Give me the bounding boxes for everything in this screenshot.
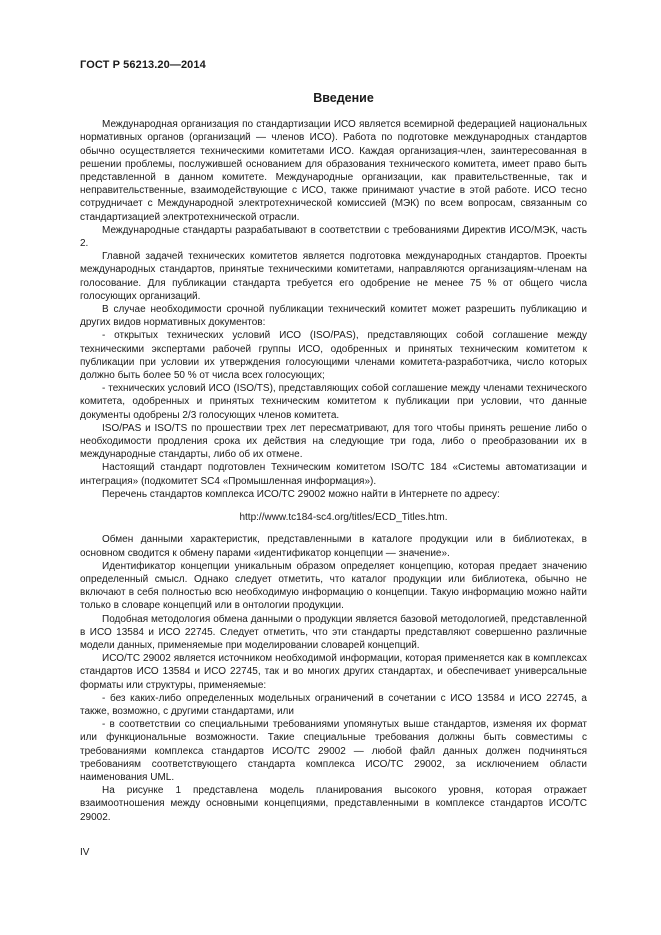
paragraph: На рисунке 1 представлена модель планирования высокого уровня, которая отражает взаимоотношения между основными концепциями, представленными в комплексе стандартов ИСО/ТС 29002. bbox=[80, 785, 587, 823]
paragraph: ИСО/ТС 29002 является источником необходимой информации, которая применяется как в комплексах стандартов ИСО 13584 и ИСО 22745, так и во многих других стандартах, и обеспечивает универсальные форматы или структуры, применяемые: bbox=[80, 653, 587, 691]
list-item: - без каких-либо определенных модельных ограничений в сочетании с ИСО 13584 и ИСО 22745, а также, возможно, с другими стандартами, или bbox=[80, 692, 587, 717]
page-body bbox=[80, 92, 587, 824]
paragraph: Идентификатор концепции уникальным образом определяет концепцию, которая предает значению определенный смысл. Однако следует отметить, что каталог продукции или библиотека, обычно не включают в себя полностью всю необходимую информацию о концепции. Такую информацию можно найти только в словаре концепций или в онтологии продукции. bbox=[80, 560, 587, 612]
paragraph: Обмен данными характеристик, представленными в каталоге продукции или в библиотеках, в основном сводится к обмену парами «идентификатор концепции — значение». bbox=[80, 534, 587, 559]
list-item: - открытых технических условий ИСО (ISO/PAS), представляющих собой соглашение между техническими экспертами рабочей группы ИСО, одобренных и принятых техническим комитетом к публикации при условии их утверждения голосующими членами комитета-разработчика, число которых должно быть более 50 % от числа всех голосующих; bbox=[80, 330, 587, 382]
paragraph: Подобная методология обмена данными о продукции является базовой методологией, представленной в ИСО 13584 и ИСО 22745. Следует отметить, что эти стандарты представляют совершенно различные модели данных, применяемые при моделировании словарей концепций. bbox=[80, 613, 587, 651]
paragraph: Международные стандарты разрабатывают в соответствии с требованиями Директив ИСО/МЭК, часть 2. bbox=[80, 224, 587, 250]
paragraph: Международная организация по стандартизации ИСО является всемирной федерацией национальных нормативных органов (организаций — членов ИСО). Работа по подготовке международных стандартов обычно осуществляется техническими комитетами ИСО. Каждая организация-член, заинтересованная в решении проблемы, послужившей основанием для образования технического комитета, имеет право быть представленной в данном комитете. Международные организации, как правительственные, так и неправительственные, взаимодействующие с ИСО, также принимают участие в этой работе. ИСО тесно сотрудничает с Международной электротехнической комиссией (МЭК) по всем вопросам, связанным со стандартизацией электротехнической отрасли. bbox=[80, 119, 587, 223]
paragraph: Настоящий стандарт подготовлен Техническим комитетом ISO/TC 184 «Системы автоматизации и интеграция» (подкомитет SC4 «Промышленная информация»). bbox=[80, 462, 587, 487]
paragraph: В случае необходимости срочной публикации технический комитет может разрешить публикацию и других видов нормативных документов: bbox=[80, 304, 587, 329]
standards-url: http://www.tc184-sc4.org/titles/ECD_Titles.htm. bbox=[239, 512, 448, 524]
page-number: IV bbox=[80, 847, 90, 858]
document-header: ГОСТ Р 56213.20—2014 bbox=[80, 59, 206, 71]
paragraph: Главной задачей технических комитетов является подготовка международных стандартов. Проекты международных стандартов, принятые техническими комитетами, направляются организациям-членам на голосование. Для публикации стандарта требуется его одобрение не менее 75 % от общего числа голосующих организаций. bbox=[80, 251, 587, 302]
list-item: - в соответствии со специальными требованиями упомянутых выше стандартов, изменяя их формат или функциональные возможности. Такие специальные требования должны быть совместимы с требованиями комплекса стандартов ИСО/ТС 29002 — любой файл данных должен подчиняться требованиям соответствующего стандарта комплекса ИСО/ТС 29002, за исключением области наименования UML. bbox=[80, 719, 587, 783]
paragraph: Перечень стандартов комплекса ИСО/ТС 29002 можно найти в Интернете по адресу: bbox=[102, 488, 500, 500]
list-item: - технических условий ИСО (ISO/TS), представляющих собой соглашение между членами технического комитета, одобренных и принятых техническим комитетом к публикации при условии, что данные документы одобрены 2/3 голосующих членов комитета. bbox=[80, 383, 587, 421]
section-title: Введение bbox=[313, 91, 374, 105]
paragraph: ISO/PAS и ISO/TS по прошествии трех лет пересматривают, для того чтобы принять решение либо о необходимости продления срока их действия на следующие три года, либо о преобразовании их в международные стандарты, либо об их отмене. bbox=[80, 422, 587, 461]
